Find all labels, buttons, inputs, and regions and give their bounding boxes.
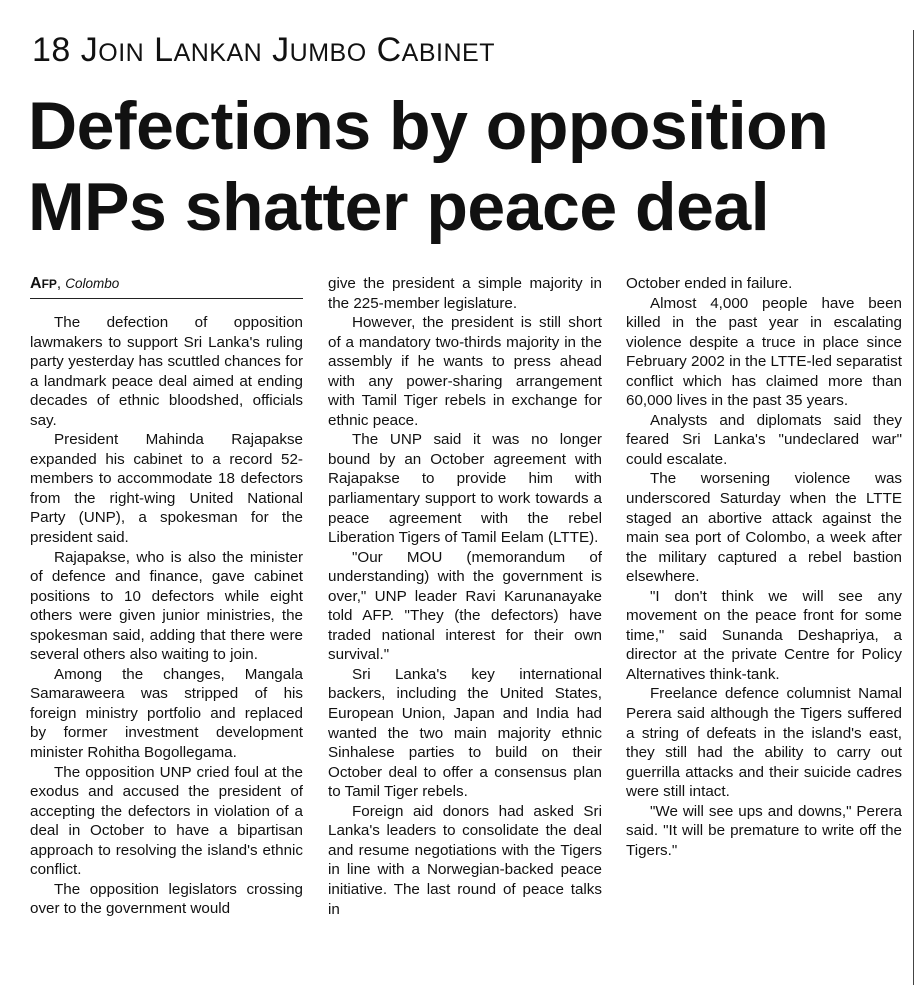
column-rule [913,30,914,985]
article-column-3 [626,274,902,860]
headline [28,86,913,248]
paragraph: President Mahinda Rajapakse expanded his cabinet to a record 52-members to accommodate 18 defectors from the right-wing United National Party (UNP), a spokesman for the president said. [30,431,303,547]
paragraph: "Our MOU (memorandum of understanding) with the government is over," UNP leader Ravi Karunanayake told AFP. "They (the defectors) have traded national interest for their own survival." [328,548,602,664]
article-column-1 [30,274,303,919]
paragraph: However, the president is still short of a mandatory two-thirds majority in the assembly if he wants to press ahead with any power-sharing arrangement with Tamil Tiger rebels in exchange for ethnic peace. [328,314,602,429]
paragraph: Rajapakse, who is also the minister of defence and finance, gave cabinet positions to 10 defectors while eight others were given junior ministries, the spokesman said, adding that there were several others also waiting to join. [30,548,303,664]
headline-line-2: MPs shatter peace deal [28,169,770,245]
paragraph: Freelance defence columnist Namal Perera said although the Tigers suffered a string of defeats in the island's east, they still had the ability to carry out guerrilla attacks and their suicide cadres were still intact. [626,685,902,801]
paragraph: The defection of opposition lawmakers to support Sri Lanka's ruling party yesterday has scuttled chances for a landmark peace deal aimed at ending decades of ethnic bloodshed, officials say. [30,314,303,429]
paragraph-continued: give the president a simple majority in the 225-member legislature. [328,275,602,312]
paragraph: "We will see ups and downs," Perera said. "It will be premature to write off the Tigers." [626,802,902,859]
paragraph: Analysts and diplomats said they feared Sri Lanka's "undeclared war" could escalate. [626,411,902,468]
article-column-2 [328,274,602,919]
paragraph: "I don't think we will see any movement on the peace front for some time," said Sunanda Deshapriya, a director at the private Centre for Policy Alternatives think-tank. [626,587,902,683]
paragraph: Almost 4,000 people have been killed in the past year in escalating violence despite a truce in place since February 2002 in the LTTE-led separatist conflict which has claimed more than 60,000 lives in the past 35 years. [626,294,902,410]
paragraph: The opposition legislators crossing over to the government would [30,880,303,918]
paragraph: Sri Lanka's key international backers, including the United States, European Union, Japan and India had wanted the two main majority ethnic Sinhalese parties to build on their October deal to offer a consensus plan to Tamil Tiger rebels. [328,665,602,801]
byline-agency: AFP [30,275,57,292]
paragraph: The UNP said it was no longer bound by an October agreement with Rajapakse to provide him with parliamentary support to work towards a peace agreement with the rebel Liberation Tigers of Tamil Eelam (LTTE). [328,431,602,547]
kicker: 18 JOIN LANKAN JUMBO CABINET [32,31,495,69]
paragraph: Among the changes, Mangala Samaraweera was stripped of his foreign ministry portfolio and replaced by former investment development minister Rohitha Bogollegama. [30,665,303,762]
paragraph: The worsening violence was underscored Saturday when the LTTE staged an abortive attack against the main sea port of Colombo, a week after the military captured a rebel bastion elsewhere. [626,470,902,586]
paragraph: Foreign aid donors had asked Sri Lanka's leaders to consolidate the deal and resume negotiations with the Tigers in line with a Norwegian-backed peace initiative. The last round of peace talks in [328,802,602,918]
paragraph: The opposition UNP cried foul at the exodus and accused the president of accepting the defectors in violation of a deal in October to have a bipartisan approach to resolving the island's ethnic conflict. [30,763,303,879]
paragraph-continued: October ended in failure. [626,275,793,292]
byline-place: Colombo [65,276,120,291]
byline: AFP, Colombo [30,274,303,299]
headline-line-1: Defections by opposition [28,88,829,164]
